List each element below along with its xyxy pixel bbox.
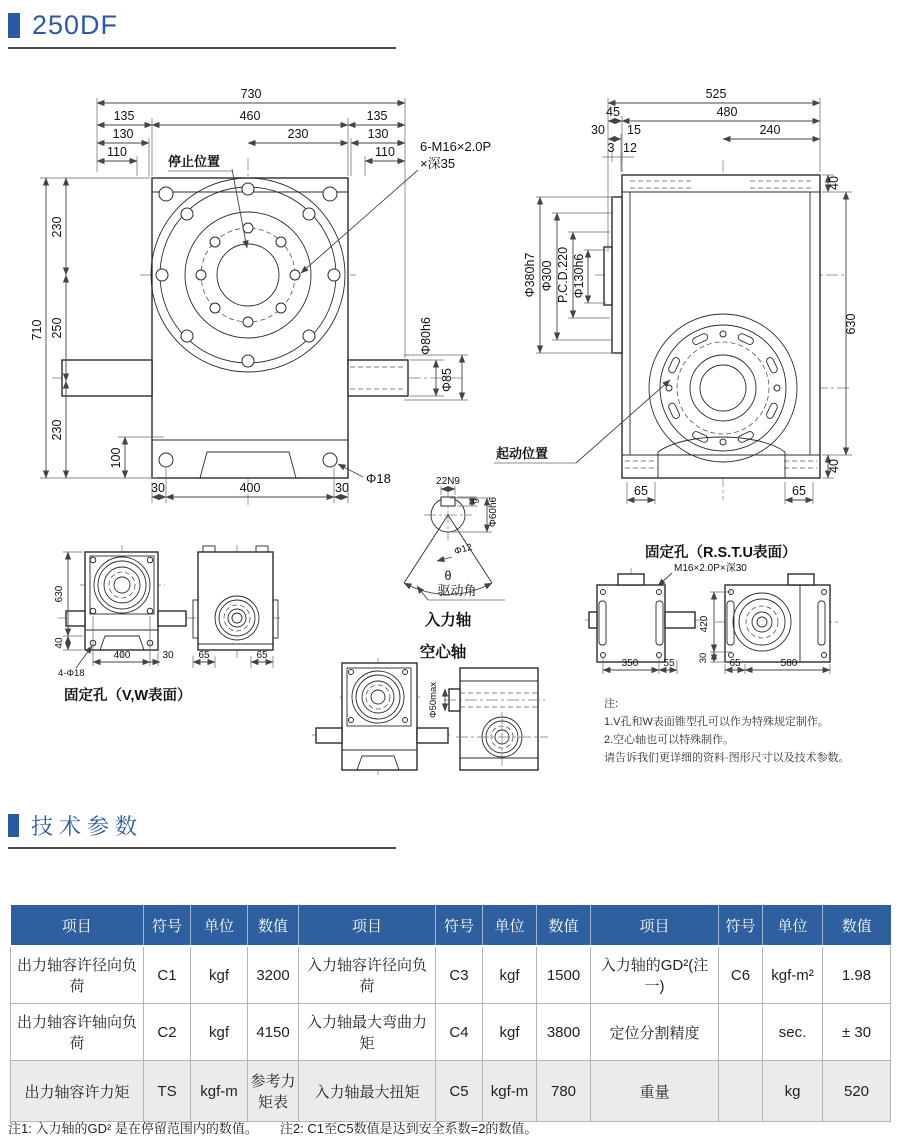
section-rule	[8, 847, 396, 849]
column-header: 数值	[823, 905, 891, 946]
table-cell: 3200	[248, 946, 299, 1004]
page-title: 250DF	[32, 10, 119, 40]
dim-label: Φ18	[366, 471, 391, 486]
dim-label: 30	[591, 123, 605, 137]
table-cell: kgf-m²	[763, 946, 823, 1004]
table-cell: 参考力矩表	[248, 1061, 299, 1122]
dim-label: 350	[621, 658, 639, 669]
table-cell: 出力轴容许力矩	[11, 1061, 144, 1122]
note-line: 请告诉我们更详细的资料·图形尺寸以及技术参数。	[604, 752, 850, 764]
dim-label: 130	[112, 127, 134, 141]
drive-angle-label: 驱动角	[437, 583, 477, 598]
dim-label: 130	[367, 127, 389, 141]
dim-label: Φ12	[453, 541, 474, 558]
note-line: 1.V孔和W表面锥型孔可以作为特殊规定制作。	[604, 716, 829, 728]
dim-label: 40	[827, 176, 841, 190]
table-cell: kgf	[483, 946, 537, 1004]
fixing-holes-vw	[54, 545, 280, 704]
dim-label: 45	[606, 105, 620, 119]
dim-label: P.C.D.220	[556, 246, 570, 304]
dim-label: Φ130h6	[572, 253, 586, 299]
start-position-label: 起动位置	[496, 446, 549, 461]
dim-label: 630	[54, 585, 65, 603]
dim-label: 65	[792, 484, 806, 498]
table-cell: kgf	[191, 946, 248, 1004]
stop-position-label: 停止位置	[168, 154, 221, 169]
dim-label: 110	[107, 145, 127, 159]
table-cell: C6	[719, 946, 763, 1004]
dim-label: 9	[471, 498, 482, 504]
column-header: 项目	[299, 905, 436, 946]
hollow-shaft-caption: 空心轴	[419, 644, 467, 661]
column-header: 数值	[248, 905, 299, 946]
table-cell: C5	[436, 1061, 483, 1122]
table-cell: C2	[144, 1004, 191, 1061]
table-cell: 1.98	[823, 946, 891, 1004]
table-cell: 1500	[537, 946, 591, 1004]
parameters-table	[10, 905, 891, 1122]
table-cell: kg	[763, 1061, 823, 1122]
table-header-row	[11, 905, 891, 946]
dim-label: 40	[54, 637, 65, 649]
dim-label: 580	[780, 658, 798, 669]
dim-label: 3	[607, 141, 615, 155]
dim-label: 15	[627, 123, 641, 137]
note-line: 注:	[604, 698, 619, 710]
dim-label: 730	[240, 87, 262, 101]
column-header: 单位	[483, 905, 537, 946]
table-cell: C3	[436, 946, 483, 1004]
table-cell	[719, 1061, 763, 1122]
dim-label: 400	[239, 481, 261, 495]
drawing-notes	[604, 697, 850, 764]
dim-label: 30	[151, 481, 165, 495]
dim-label: 460	[239, 109, 261, 123]
column-header: 符号	[436, 905, 483, 946]
footnote-2: 注2: C1至C5数值是达到安全系数=2的数值。	[279, 1121, 538, 1136]
vw-caption: 固定孔（V,W表面）	[64, 688, 192, 704]
dim-label: 710	[30, 319, 44, 341]
dim-label: 240	[759, 123, 781, 137]
dim-label: 22N9	[436, 476, 460, 487]
column-header: 符号	[719, 905, 763, 946]
dim-label: Φ300	[540, 260, 554, 292]
table-cell	[719, 1004, 763, 1061]
hollow-shaft-views	[312, 642, 548, 775]
dim-label: Φ380h7	[523, 252, 537, 298]
table-row	[11, 1061, 891, 1122]
dim-label: Φ80h6	[419, 317, 433, 355]
dim-label: 135	[366, 109, 388, 123]
input-shaft-detail	[404, 476, 505, 629]
table-cell: 出力轴容许径向负荷	[11, 946, 144, 1004]
table-cell: kgf-m	[191, 1061, 248, 1122]
front-view	[30, 87, 491, 505]
holes-label: 4-Φ18	[58, 668, 85, 679]
fixing-holes-rstu	[585, 543, 840, 674]
accent-bar	[8, 814, 19, 837]
dim-label: 40	[827, 459, 841, 473]
note-line: 2.空心轴也可以特殊制作。	[604, 734, 735, 746]
dim-label: 30	[335, 481, 349, 495]
dim-label: Φ85	[440, 368, 454, 392]
table-cell: 入力轴最大弯曲力矩	[299, 1004, 436, 1061]
table-cell: kgf-m	[483, 1061, 537, 1122]
dim-label: 250	[50, 317, 64, 339]
table-cell: 520	[823, 1061, 891, 1122]
dim-label: 12	[623, 141, 637, 155]
tap-label: 6-M16×2.0P	[420, 139, 492, 154]
column-header: 单位	[191, 905, 248, 946]
dim-label: 65	[729, 658, 741, 669]
table-cell: 4150	[248, 1004, 299, 1061]
dim-label: 230	[50, 419, 64, 441]
dim-label: 230	[287, 127, 309, 141]
table-cell: TS	[144, 1061, 191, 1122]
footnotes	[8, 1118, 559, 1137]
dim-label: Φ60h6	[488, 496, 499, 528]
table-row	[11, 946, 891, 1004]
table-cell: 780	[537, 1061, 591, 1122]
table-cell: 入力轴最大扭矩	[299, 1061, 436, 1122]
dim-label: 30	[698, 652, 709, 664]
table-cell: 定位分割精度	[591, 1004, 719, 1061]
table-cell: 3800	[537, 1004, 591, 1061]
dim-label: 55	[663, 658, 675, 669]
dim-label: 525	[705, 87, 727, 101]
dim-label: 480	[716, 105, 738, 119]
column-header: 项目	[11, 905, 144, 946]
dim-label: Φ50max	[428, 681, 439, 719]
table-cell: C4	[436, 1004, 483, 1061]
rstu-caption: 固定孔（R.S.T.U表面）	[645, 545, 797, 561]
parameters-header	[8, 810, 396, 849]
table-cell: C1	[144, 946, 191, 1004]
table-cell: 重量	[591, 1061, 719, 1122]
dim-label: 65	[634, 484, 648, 498]
section-title: 技术参数	[31, 814, 144, 839]
table-cell: kgf	[191, 1004, 248, 1061]
column-header: 单位	[763, 905, 823, 946]
dim-label: 400	[113, 650, 131, 661]
dim-label: 420	[699, 615, 710, 633]
dim-label: 65	[256, 650, 268, 661]
dim-label: 630	[844, 313, 858, 335]
dim-label: 110	[375, 145, 395, 159]
table-cell: kgf	[483, 1004, 537, 1061]
dim-label: 100	[109, 447, 123, 469]
table-cell: sec.	[763, 1004, 823, 1061]
column-header: 符号	[144, 905, 191, 946]
tap-label: M16×2.0P×深30	[674, 563, 747, 574]
input-shaft-caption: 入力轴	[424, 612, 472, 629]
table-row	[11, 1004, 891, 1061]
dim-label: 65	[198, 650, 210, 661]
footnote-1: 注1: 入力轴的GD² 是在停留范围内的数值。	[8, 1121, 258, 1136]
table-cell: 出力轴容许轴向负荷	[11, 1004, 144, 1061]
theta-label: θ	[444, 569, 452, 583]
column-header: 项目	[591, 905, 719, 946]
dim-label: 230	[50, 216, 64, 238]
table-cell: ± 30	[823, 1004, 891, 1061]
table-cell: 入力轴的GD²(注一)	[591, 946, 719, 1004]
dim-label: 30	[162, 650, 174, 661]
column-header: 数值	[537, 905, 591, 946]
table-cell: 入力轴容许径向负荷	[299, 946, 436, 1004]
side-view	[494, 87, 858, 504]
dim-label: 135	[113, 109, 135, 123]
tap-label: ×深35	[420, 156, 456, 171]
